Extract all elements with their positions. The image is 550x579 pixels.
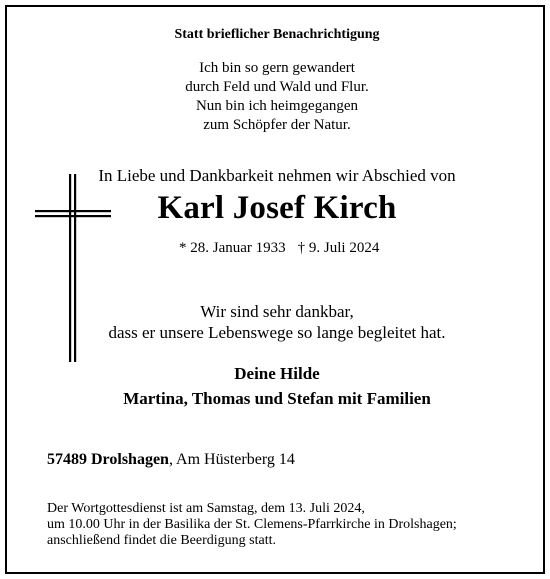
- birth-date: * 28. Januar 1933: [179, 240, 286, 256]
- address-street: , Am Hüsterberg 14: [168, 451, 295, 468]
- poem-line: Nun bin ich heimgegangen: [195, 98, 359, 114]
- address-city: 57489 Drolshagen: [47, 451, 169, 468]
- family-names: [7, 361, 547, 411]
- intro-text: In Liebe und Dankbarkeit nehmen wir Abschied von: [98, 166, 456, 185]
- death-date: † 9. Juli 2024: [297, 240, 380, 256]
- deceased-name: Karl Josef Kirch: [157, 190, 397, 226]
- address: [47, 451, 295, 469]
- poem: [7, 59, 547, 135]
- poem-line: durch Feld und Wald und Flur.: [185, 79, 369, 95]
- service-info: [47, 501, 457, 549]
- thanks-line: Wir sind sehr dankbar,: [200, 302, 354, 321]
- poem-line: zum Schöpfer der Natur.: [203, 117, 351, 133]
- service-line: um 10.00 Uhr in der Basilika der St. Clemens-Pfarrkirche in Drolshagen;: [47, 517, 457, 532]
- life-dates: [179, 240, 379, 257]
- notice-header: Statt brieflicher Benachrichtigung: [174, 27, 380, 42]
- thanks-line: dass er unsere Lebenswege so lange begleitet hat.: [108, 323, 446, 342]
- family-line: Martina, Thomas und Stefan mit Familien: [123, 389, 431, 408]
- obituary-frame: [5, 5, 545, 574]
- family-line: Deine Hilde: [234, 364, 320, 383]
- poem-line: Ich bin so gern gewandert: [199, 60, 355, 76]
- service-line: Der Wortgottesdienst ist am Samstag, dem 13. Juli 2024,: [47, 501, 365, 516]
- thanks-text: [7, 301, 547, 343]
- service-line: anschließend findet die Beerdigung statt.: [47, 533, 276, 548]
